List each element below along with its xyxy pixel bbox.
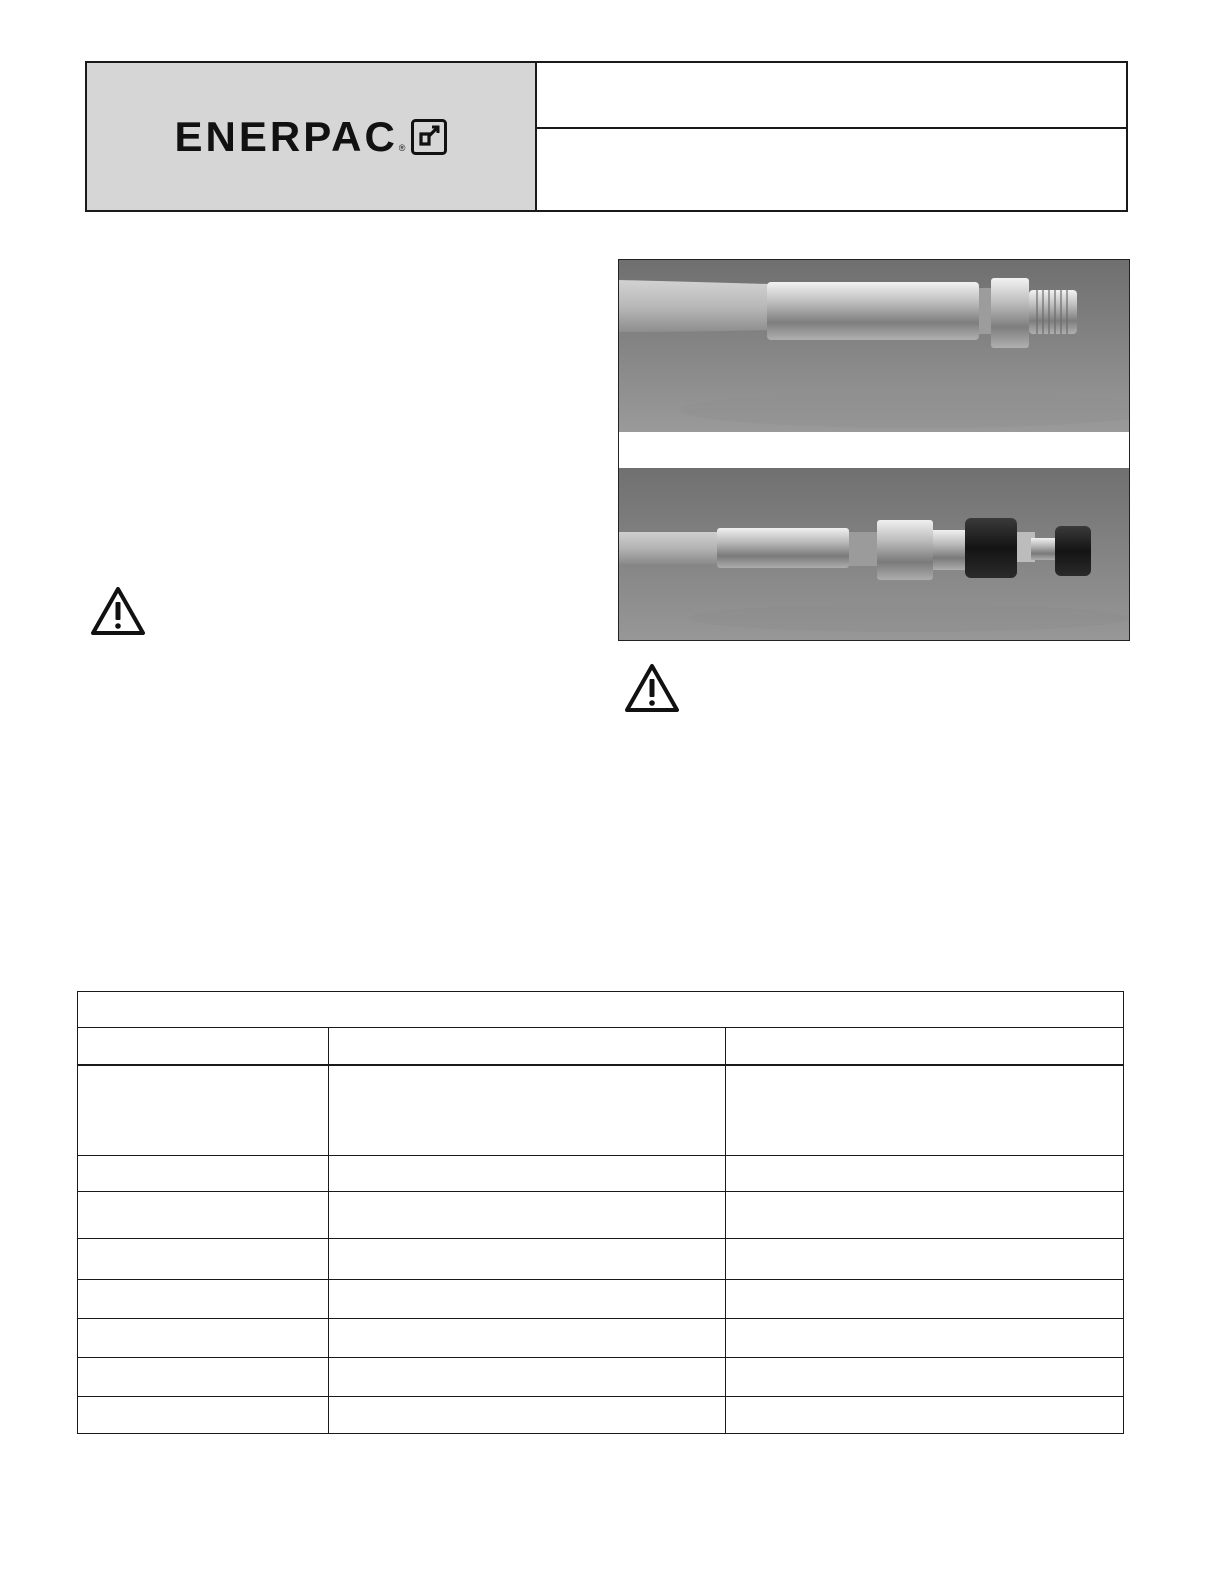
table-row <box>78 1156 1124 1192</box>
column-header <box>78 1028 329 1066</box>
table-cell <box>78 1192 329 1239</box>
hose-threaded-fitting-photo <box>619 260 1129 432</box>
warning-triangle-icon <box>624 663 680 713</box>
warning-triangle-icon <box>90 586 146 636</box>
table-caption <box>78 992 1124 1028</box>
logo-panel <box>87 63 537 210</box>
enerpac-logo <box>174 112 448 160</box>
enerpac-mark-icon <box>411 119 447 155</box>
table-cell <box>329 1397 726 1434</box>
document-subtitle <box>537 129 1126 210</box>
table-row <box>78 1397 1124 1434</box>
table-cell <box>78 1358 329 1397</box>
table-cell <box>78 1280 329 1319</box>
table-cell <box>78 1239 329 1280</box>
table-cell <box>329 1065 726 1156</box>
title-panel <box>537 63 1126 210</box>
logo-wordmark: ENERPAC <box>174 112 398 160</box>
table-cell <box>726 1065 1124 1156</box>
table-cell <box>329 1239 726 1280</box>
table-row <box>78 1239 1124 1280</box>
document-title <box>537 63 1126 129</box>
product-photos <box>618 259 1130 641</box>
table-cell <box>726 1239 1124 1280</box>
table-row <box>78 1280 1124 1319</box>
table-cell <box>726 1319 1124 1358</box>
table-row <box>78 1192 1124 1239</box>
table-cell <box>329 1319 726 1358</box>
table-cell <box>78 1397 329 1434</box>
table-cell <box>329 1358 726 1397</box>
table-header-row <box>78 1028 1124 1066</box>
table-cell <box>726 1280 1124 1319</box>
hose-quick-coupler-photo <box>619 468 1129 640</box>
table-cell <box>726 1358 1124 1397</box>
table-cell <box>78 1065 329 1156</box>
table-cell <box>78 1156 329 1192</box>
table-caption-row <box>78 992 1124 1028</box>
table-cell <box>78 1319 329 1358</box>
table-row <box>78 1065 1124 1156</box>
registered-mark: ® <box>398 142 406 153</box>
table-cell <box>329 1280 726 1319</box>
table-cell <box>329 1192 726 1239</box>
table-cell <box>726 1397 1124 1434</box>
column-header <box>329 1028 726 1066</box>
table-cell <box>726 1192 1124 1239</box>
document-header <box>85 61 1128 212</box>
specification-table <box>77 991 1124 1434</box>
table-row <box>78 1319 1124 1358</box>
table-cell <box>329 1156 726 1192</box>
column-header <box>726 1028 1124 1066</box>
table-cell <box>726 1156 1124 1192</box>
table-row <box>78 1358 1124 1397</box>
